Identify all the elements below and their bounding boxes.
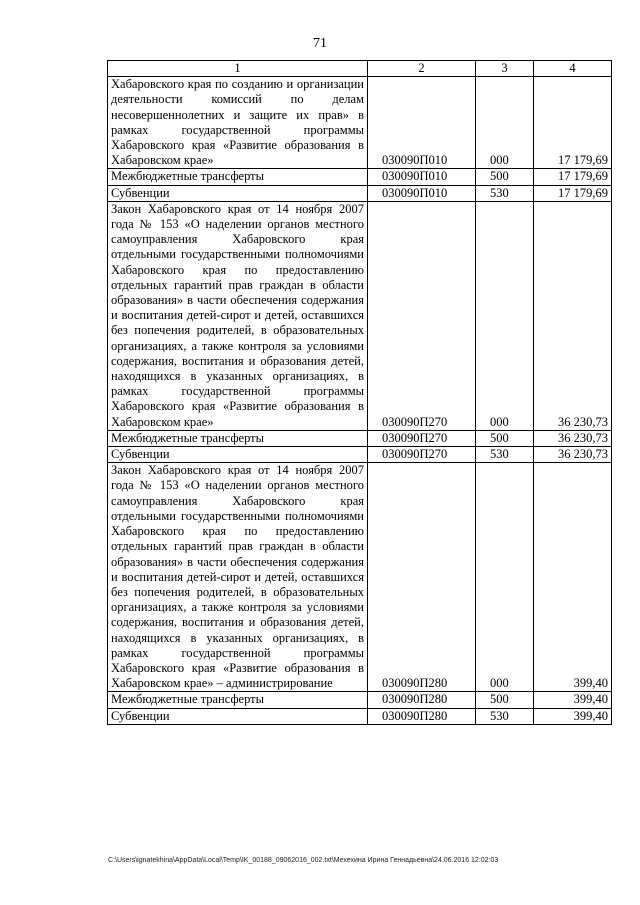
row-code: 030090П280: [368, 708, 476, 724]
row-type: 500: [476, 692, 534, 708]
header-col-1: 1: [108, 61, 368, 77]
header-col-2: 2: [368, 61, 476, 77]
row-name: Субвенции: [108, 708, 368, 724]
budget-table: [107, 60, 612, 725]
row-amount: 399,40: [534, 463, 612, 692]
row-amount: 17 179,69: [534, 169, 612, 185]
row-name: Закон Хабаровского края от 14 ноября 2007 года № 153 «О наделении органов местного самоуправления Хабаровского края отдельными государственными полномочиями Хабаровского края по предоставлению отдельных гарантий прав граждан в области образования» в части обеспечения содержания и воспитания детей-сирот и детей, оставшихся без попечения родителей, в образовательных организациях, а также контроля за условиями содержания, воспитания и образования детей, находящихся в указанных организациях, в рамках государственной программы Хабаровского края «Развитие образования в Хабаровском крае» – администрирование: [108, 463, 368, 692]
header-col-3: 3: [476, 61, 534, 77]
row-code: 030090П270: [368, 430, 476, 446]
row-type: 500: [476, 430, 534, 446]
row-name: Закон Хабаровского края от 14 ноября 2007 года № 153 «О наделении органов местного самоуправления Хабаровского края отдельными государственными полномочиями Хабаровского края по предоставлению отдельных гарантий прав граждан в области образования» в части обеспечения содержания и воспитания детей-сирот и детей, оставшихся без попечения родителей, в образовательных организациях, а также контроля за условиями содержания, воспитания и образования детей, находящихся в указанных организациях, в рамках государственной программы Хабаровского края «Развитие образования в Хабаровском крае»: [108, 201, 368, 430]
file-path-footer: C:\Users\ignatekhina\AppData\Local\Temp\IK_00188_09062016_002.txt\Мехехина Ирина Геннадьевна\24.06.2016 12:02:03: [108, 857, 499, 864]
row-amount: 399,40: [534, 692, 612, 708]
row-type: 500: [476, 169, 534, 185]
row-name: Хабаровского края по созданию и организации деятельности комиссий по делам несовершеннолетних и защите их прав» в рамках государственной программы Хабаровского края «Развитие образования в Хабаровском крае»: [108, 77, 368, 169]
row-name: Межбюджетные трансферты: [108, 692, 368, 708]
row-code: 030090П010: [368, 185, 476, 201]
page-number: 71: [313, 36, 327, 51]
row-type: 530: [476, 708, 534, 724]
row-amount: 36 230,73: [534, 447, 612, 463]
row-name: Субвенции: [108, 185, 368, 201]
row-name: Межбюджетные трансферты: [108, 430, 368, 446]
header-col-4: 4: [534, 61, 612, 77]
table-row: [108, 708, 612, 724]
table-row: [108, 201, 612, 430]
row-name: Субвенции: [108, 447, 368, 463]
row-type: 530: [476, 185, 534, 201]
row-code: 030090П280: [368, 463, 476, 692]
row-amount: 17 179,69: [534, 185, 612, 201]
table-row: [108, 185, 612, 201]
table-header-row: [108, 61, 612, 77]
row-amount: 36 230,73: [534, 430, 612, 446]
table-row: [108, 169, 612, 185]
row-amount: 17 179,69: [534, 77, 612, 169]
row-type: 000: [476, 463, 534, 692]
table-row: [108, 692, 612, 708]
table-row: [108, 447, 612, 463]
row-code: 030090П010: [368, 77, 476, 169]
table-row: [108, 463, 612, 692]
row-code: 030090П280: [368, 692, 476, 708]
table-row: [108, 430, 612, 446]
row-amount: 36 230,73: [534, 201, 612, 430]
row-code: 030090П270: [368, 201, 476, 430]
row-name: Межбюджетные трансферты: [108, 169, 368, 185]
row-amount: 399,40: [534, 708, 612, 724]
row-code: 030090П010: [368, 169, 476, 185]
row-type: 000: [476, 77, 534, 169]
row-type: 000: [476, 201, 534, 430]
table-row: [108, 77, 612, 169]
row-code: 030090П270: [368, 447, 476, 463]
row-type: 530: [476, 447, 534, 463]
